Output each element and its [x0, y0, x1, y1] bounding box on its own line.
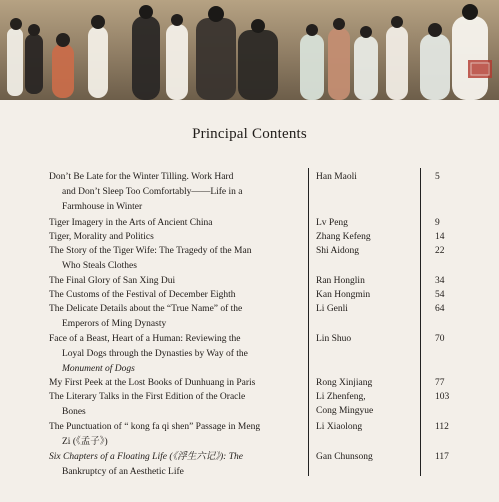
author-name: Li Xiaolong [316, 422, 363, 432]
author-name: Rong Xinjiang [316, 378, 373, 388]
toc-entry-title: The Delicate Details about the “True Name” of the Emperors of Ming Dynasty [49, 304, 243, 329]
toc-entry-title: Face of a Beast, Heart of a Human: Reviewing the Loyal Dogs through the Dynasties by Way of the Monument of Dogs [49, 334, 248, 374]
toc-entry-title: The Punctuation of “ kong fa qi shen” Passage in Meng Zi (《孟子》) [49, 422, 261, 447]
toc-entry-title: Tiger, Morality and Politics [49, 232, 154, 242]
page-number: 117 [435, 452, 449, 462]
author-name: Han Maoli [316, 172, 357, 182]
toc-entry-title: Six Chapters of a Floating Life (《浮生六记》): The Bankruptcy of an Aesthetic Life [49, 452, 243, 477]
author-name: Li Zhenfeng, [316, 392, 366, 402]
page-number: 77 [435, 378, 445, 388]
author-name: Cong Mingyue [316, 406, 374, 416]
toc-entry-title: The Final Glory of San Xing Dui [49, 276, 176, 286]
toc-entry-title: Tiger Imagery in the Arts of Ancient China [49, 218, 213, 228]
page-number: 64 [435, 304, 445, 314]
author-name: Lin Shuo [316, 334, 352, 344]
page-number: 9 [435, 218, 440, 228]
toc-entry-title: The Customs of the Festival of December Eighth [49, 290, 236, 300]
toc-entry-title: The Story of the Tiger Wife: The Tragedy of the Man Who Steals Clothes [49, 246, 252, 271]
author-name: Shi Aidong [316, 246, 360, 256]
painting-illustration [0, 0, 499, 100]
page-title: Principal Contents [192, 126, 307, 142]
author-name: Zhang Kefeng [316, 232, 371, 242]
author-name: Gan Chunsong [316, 452, 373, 462]
toc-entry-title: My First Peek at the Lost Books of Dunhuang in Paris [49, 378, 256, 388]
header-painting [0, 0, 499, 100]
toc-entry-title: Don’t Be Late for the Winter Tilling. Work Hard and Don’t Sleep Too Comfortably——Life in a Farmhouse in Winter [49, 172, 243, 212]
contents-table [49, 168, 454, 476]
author-name: Lv Peng [316, 218, 348, 228]
page-number: 103 [435, 392, 450, 402]
page-number: 112 [435, 422, 449, 432]
page-number: 14 [435, 232, 445, 242]
page-number: 5 [435, 172, 440, 182]
column-divider-left [308, 168, 309, 476]
page-number: 70 [435, 334, 445, 344]
toc-entry-title: The Literary Talks in the First Edition of the Oracle Bones [49, 392, 246, 417]
column-divider-right [420, 168, 421, 476]
page-number: 34 [435, 276, 445, 286]
author-name: Li Genli [316, 304, 348, 314]
author-name: Kan Hongmin [316, 290, 371, 300]
author-name: Ran Honglin [316, 276, 365, 286]
page-number: 54 [435, 290, 445, 300]
page-number: 22 [435, 246, 445, 256]
